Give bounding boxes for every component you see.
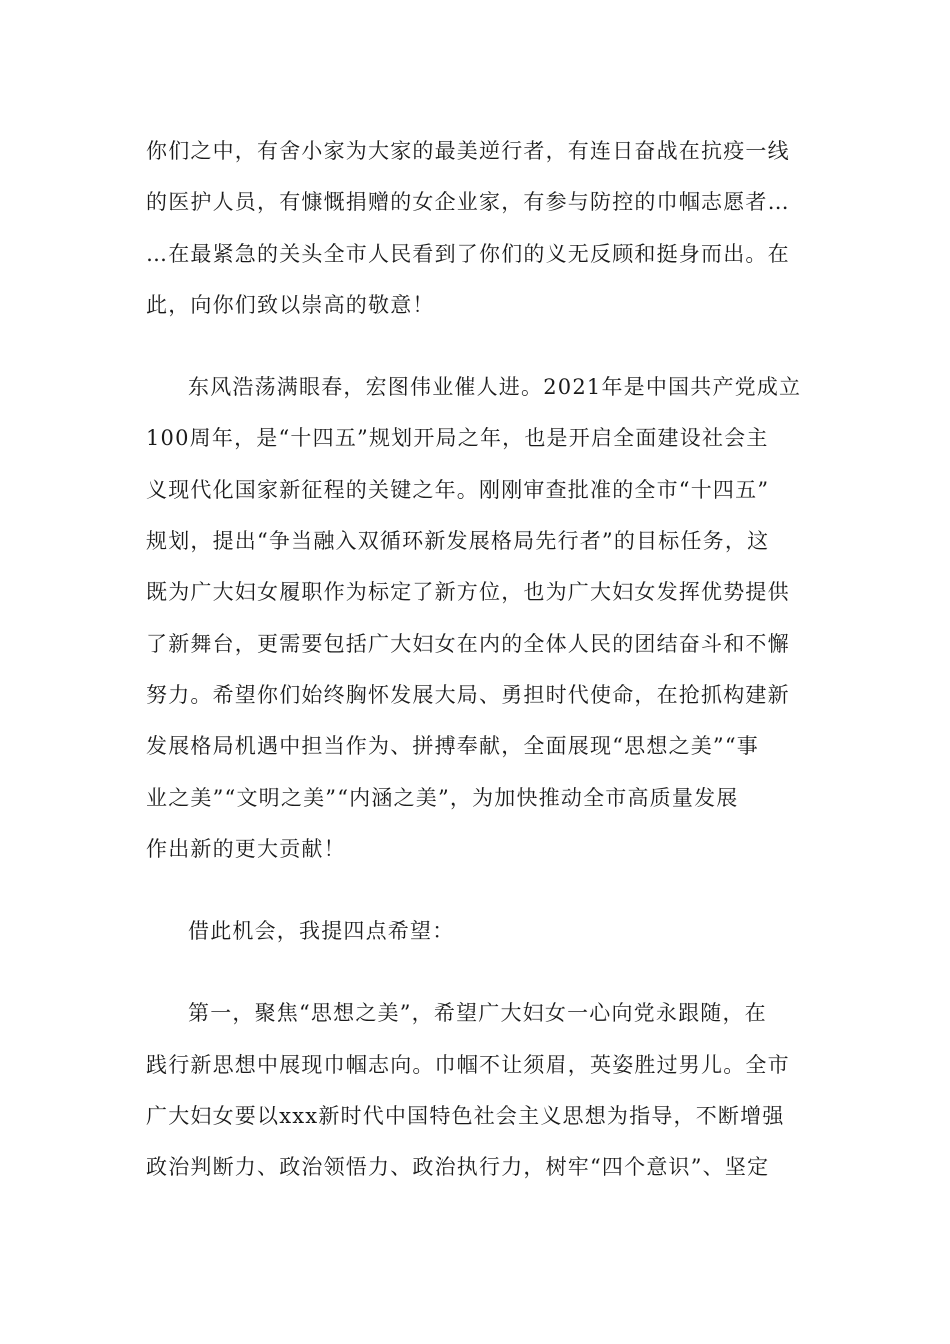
text-line: …在最紧急的关头全市人民看到了你们的义无反顾和挺身而出。在 [146,241,790,266]
paragraph-1 [146,126,802,331]
text-line: 你们之中，有舍小家为大家的最美逆行者，有连日奋战在抗疫一线 [146,139,790,163]
text-line: 100周年，是“十四五”规划开局之年，也是开启全面建设社会主 [146,426,769,451]
text-line: 业之美”“文明之美”“内涵之美”，为加快推动全市高质量发展 [146,785,739,810]
text-line: 发展格局机遇中担当作为、拼搏奉献，全面展现“思想之美”“事 [146,734,760,759]
text-line: 广大妇女要以xxx新时代中国特色社会主义思想为指导，不断增强 [146,1104,785,1129]
text-line: 此，向你们致以崇高的敬意！ [146,292,435,317]
text-line: 借此机会，我提四点希望： [188,919,455,944]
text-line: 的医护人员，有慷慨捐赠的女企业家，有参与防控的巾帼志愿者… [146,190,790,215]
text-line: 努力。希望你们始终胸怀发展大局、勇担时代使命，在抢抓构建新 [146,682,790,707]
text-line: 东风浩荡满眼春，宏图伟业催人进。2021年是中国共产党成立 [188,375,802,400]
document-body [146,126,802,1225]
paragraph-3 [146,906,802,957]
text-line: 政治判断力、政治领悟力、政治执行力，树牢“四个意识”、坚定 [146,1155,770,1180]
text-line: 了新舞台，更需要包括广大妇女在内的全体人民的团结奋斗和不懈 [146,631,790,656]
text-line: 践行新思想中展现巾帼志向。巾帼不让须眉，英姿胜过男儿。全市 [146,1052,790,1077]
text-line: 既为广大妇女履职作为标定了新方位，也为广大妇女发挥优势提供 [146,580,790,605]
paragraph-4 [146,988,802,1193]
text-line: 规划，提出“争当融入双循环新发展格局先行者”的目标任务，这 [146,529,770,554]
text-line: 第一，聚焦“思想之美”，希望广大妇女一心向党永跟随，在 [188,1001,767,1026]
paragraph-2 [146,362,802,875]
text-line: 义现代化国家新征程的关键之年。刚刚审查批准的全市“十四五” [146,477,770,502]
text-line: 作出新的更大贡献！ [146,836,346,861]
